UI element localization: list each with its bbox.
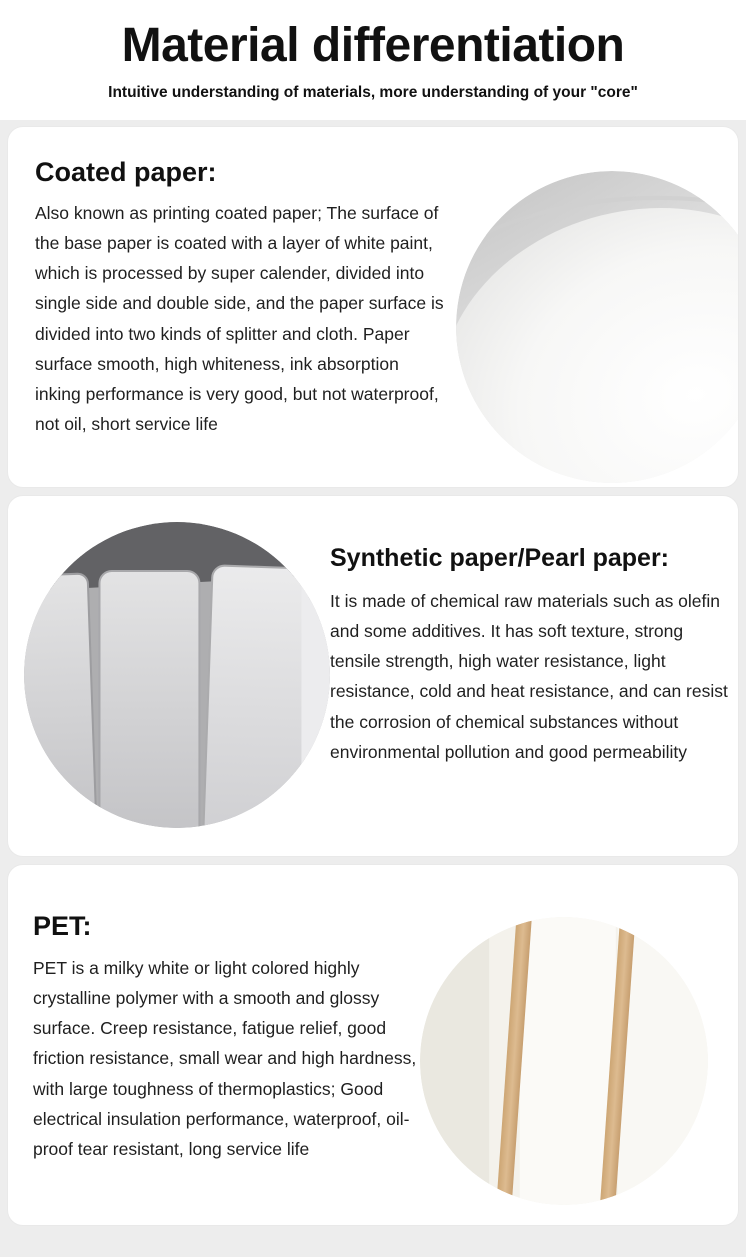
page-title: Material differentiation bbox=[121, 19, 625, 72]
page-subtitle: Intuitive understanding of materials, more understanding of your "core" bbox=[108, 84, 638, 102]
coated-paper-body: Also known as printing coated paper; The surface of the base paper is coated with a layer of white paint, which is processed by super calender, divided into single side and double side, and the paper surface is divided into two kinds of splitter and cloth. Paper surface smooth, high whiteness, ink absorption inking performance is very good, but not waterproof, not oil, short service life bbox=[35, 203, 444, 434]
synthetic-paper-body: It is made of chemical raw materials such as olefin and some additives. It has soft texture, strong tensile strength, high water resistance, light resistance, cold and heat resistance, and can resist the corrosion of chemical substances without environmental pollution and good permeability bbox=[330, 591, 728, 762]
synthetic-paper-rolls-photo bbox=[24, 522, 330, 828]
pet-film-photo bbox=[420, 917, 708, 1205]
section-synthetic-paper bbox=[7, 495, 739, 857]
pet-heading: PET: bbox=[33, 911, 92, 942]
sections-container bbox=[0, 120, 746, 1234]
coated-paper-heading: Coated paper: bbox=[35, 157, 217, 188]
synthetic-paper-heading: Synthetic paper/Pearl paper: bbox=[330, 544, 670, 573]
pet-body: PET is a milky white or light colored highly crystalline polymer with a smooth and glossy surface. Creep resistance, fatigue relief, good friction resistance, small wear and high hardness, with large toughness of thermoplastics; Good electrical insulation performance, waterproof, oil-proof tear resistant, long service life bbox=[33, 958, 417, 1159]
section-pet bbox=[7, 864, 739, 1226]
header bbox=[0, 0, 746, 120]
section-coated-paper bbox=[7, 126, 739, 488]
